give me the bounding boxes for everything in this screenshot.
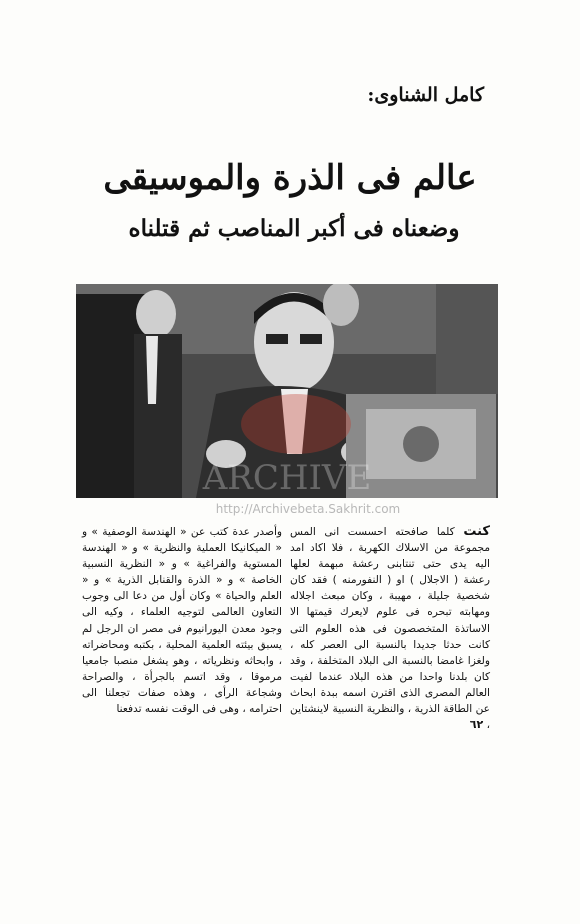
article-photo <box>76 284 498 498</box>
article-column-right <box>290 524 490 733</box>
article-subtitle: وضعناه فى أكبر المناصب ثم قتلناه <box>128 215 460 242</box>
archive-watermark: ARCHIVE <box>202 458 372 498</box>
column-left-text: وأصدر عدة كتب عن « الهندسة الوصفية » و « الميكانيكا العملية والنظرية » و « الهندسة المستوية والفراغية » و « النظرية النسبية الخاصة » و « الذرة والقنابل الذرية » و « العلم والحياة » وكان أول من دعا الى وجوب التعاون العالمى لتوجيه العلماء ، وكيه الى وجود معدن اليورانيوم فى مصر ان الرجل لم يسبق بيئته العلمية المحلية ، بكتبه ومحاضراته ، وابحاثه ونظرياته ، وهو يشغل منصبا جامعيا مرموقا ، وقد اتسم بالجرأة ، والصراحة وشجاعة الرأى ، وهذه صفات تجعلنا الى احترامه ، وهى فى الوقت نفسه تدفعنا <box>82 526 282 716</box>
article-column-left <box>82 524 282 717</box>
lead-word: كنت <box>463 524 490 539</box>
photo-illustration <box>76 284 498 498</box>
column-right-text: كلما صافحته احسست انى المس مجموعة من الاسلاك الكهربة ، فلا اكاد امد اليه يدى حتى تنتابنى رعشة مبهمة لعلها رعشة ( الاجلال ) او ( النفورمنه ) فقد كان شخصية جليلة ، مهيبة ، وكان مبعث اجلاله ومهابته تبحره فى علوم لايعرك قيمتها الا الاساتذة المتخصصون فى هذه العلوم التى كانت حدثا جديدا بالنسبة الى العصر كله ، ولغزا غامضا بالنسبة الى البلاد المتخلفة ، وقد كان بلدنا واحدا من هذه البلاد عندما لفيت العالم المصرى الذى اقترن اسمه ببدة ابحاث عن الطاقة الذرية ، والنظرية النسبية لاينشتاين ، <box>290 526 490 732</box>
article-title: عالم فى الذرة والموسيقى <box>103 158 477 198</box>
archive-url-watermark: http://Archivebeta.Sakhrit.com <box>215 502 401 516</box>
author-name: كامل الشناوى: <box>367 84 484 106</box>
page-number: ٦٢ <box>469 718 484 732</box>
